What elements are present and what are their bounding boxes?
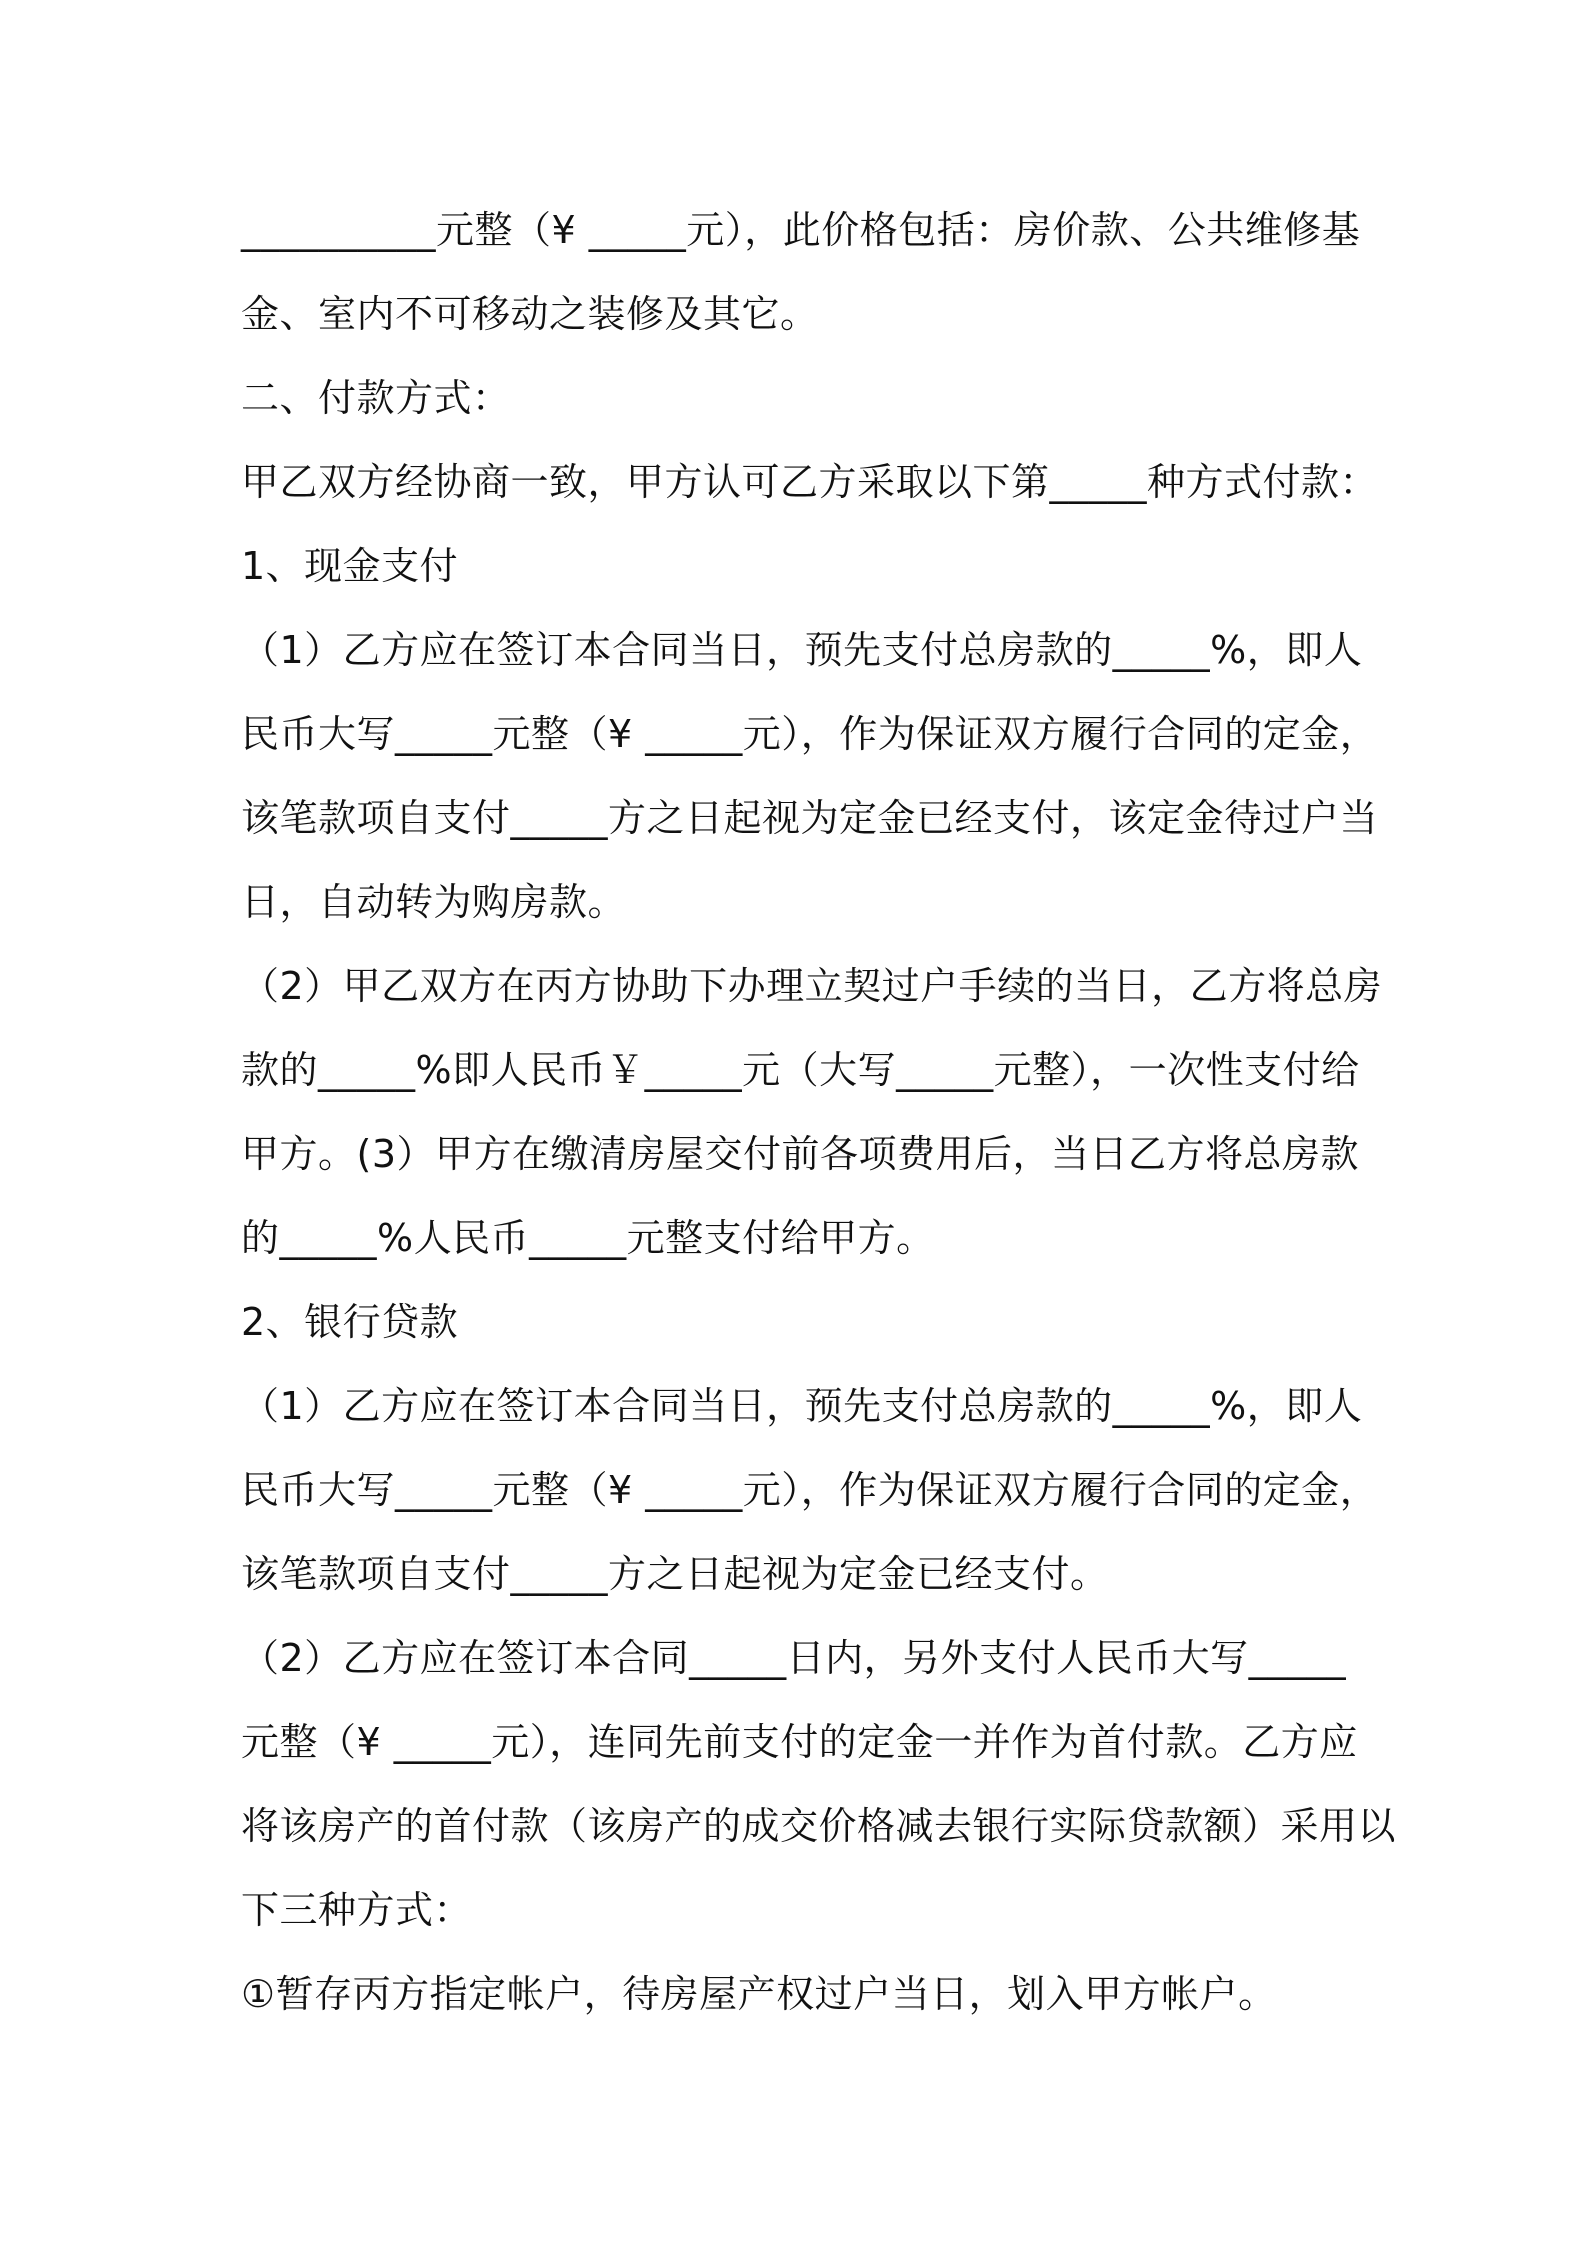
text-line: 将该房产的首付款（该房产的成交价格减去银行实际贷款额）采用以 [241, 1804, 1397, 1848]
text-line: 甲乙双方经协商一致，甲方认可乙方采取以下第_____种方式付款： [241, 460, 1379, 504]
text-line: （2）甲乙双方在丙方协助下办理立契过户手续的当日，乙方将总房 [241, 964, 1383, 1008]
text-line: 甲方。(3）甲方在缴清房屋交付前各项费用后，当日乙方将总房款 [241, 1132, 1360, 1176]
text-line: 的_____%人民币_____元整支付给甲方。 [241, 1216, 935, 1260]
text-line: （1）乙方应在签订本合同当日，预先支付总房款的_____%，即人 [241, 1384, 1363, 1428]
text-line: （2）乙方应在签订本合同_____日内，另外支付人民币大写_____ [241, 1636, 1347, 1680]
text-line: 民币大写_____元整（¥ _____元），作为保证双方履行合同的定金， [241, 712, 1379, 756]
subsection-heading: 1、现金支付 [241, 544, 459, 588]
text-line: ①暂存丙方指定帐户，待房屋产权过户当日，划入甲方帐户。 [241, 1972, 1277, 2016]
text-line: 元整（¥ _____元），连同先前支付的定金一并作为首付款。乙方应 [241, 1720, 1358, 1764]
subsection-heading: 2、银行贷款 [241, 1300, 459, 1344]
text-line: __________元整（¥ _____元），此价格包括：房价款、公共维修基 [241, 208, 1361, 252]
text-line: （1）乙方应在签订本合同当日，预先支付总房款的_____%，即人 [241, 628, 1363, 672]
text-line: 款的_____%即人民币￥_____元（大写_____元整），一次性支付给 [241, 1048, 1360, 1092]
text-line: 日，自动转为购房款。 [241, 880, 627, 924]
text-line: 民币大写_____元整（¥ _____元），作为保证双方履行合同的定金， [241, 1468, 1379, 1512]
text-line: 金、室内不可移动之装修及其它。 [241, 292, 819, 336]
text-line: 该笔款项自支付_____方之日起视为定金已经支付，该定金待过户当 [241, 796, 1379, 840]
text-line: 下三种方式： [241, 1888, 473, 1932]
section-heading: 二、付款方式： [241, 376, 511, 420]
text-line: 该笔款项自支付_____方之日起视为定金已经支付。 [241, 1552, 1109, 1596]
